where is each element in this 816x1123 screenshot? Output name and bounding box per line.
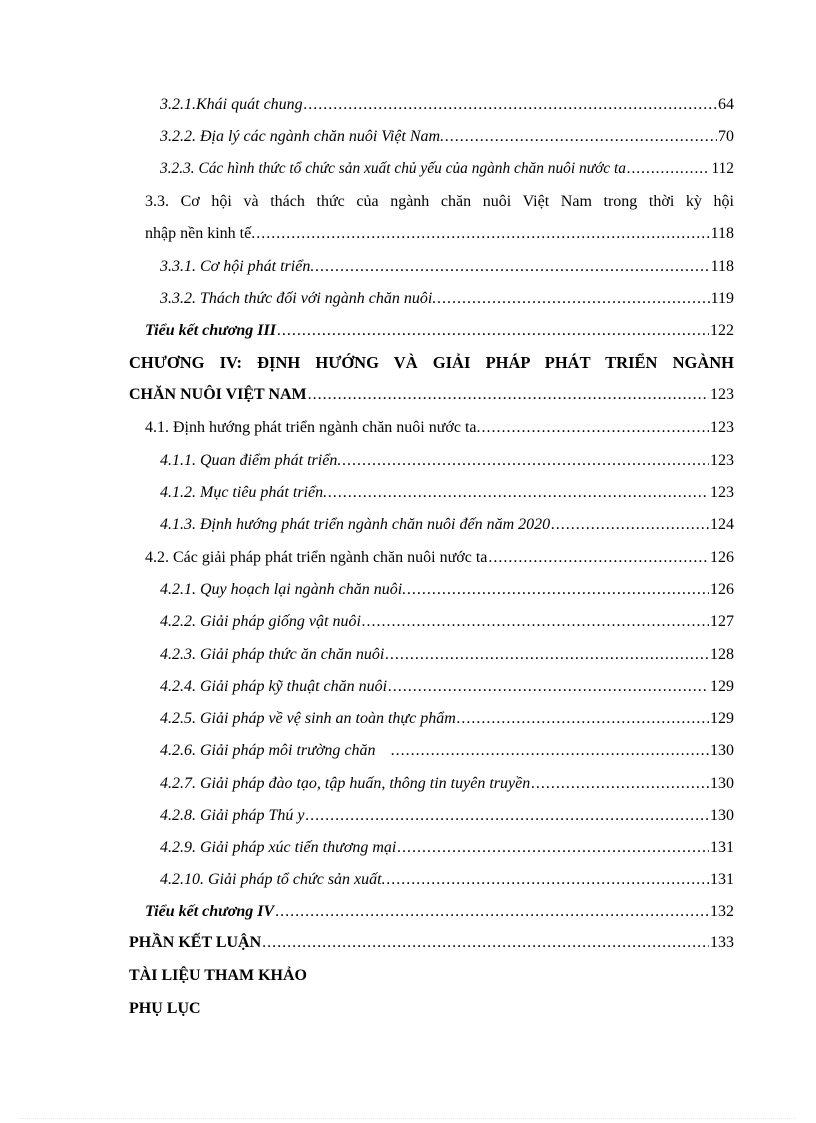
- toc-entry[interactable]: [160, 640, 734, 670]
- toc-entry-title: 4.2.1. Quy hoạch lại ngành chăn nuôi.: [160, 581, 407, 598]
- leader-dots: [457, 704, 709, 734]
- toc-entry-page: 112: [711, 160, 734, 177]
- toc-entry-page: 126: [710, 549, 734, 566]
- leader-dots: [387, 865, 709, 895]
- page-bottom-divider: [20, 1118, 796, 1119]
- toc-entry-title: 4.1.2. Mục tiêu phát triển.: [160, 484, 328, 501]
- toc-entry[interactable]: [129, 380, 734, 410]
- leader-dots: [315, 252, 709, 282]
- toc-entry-title: 3.3.2. Thách thức đối với ngành chăn nuôi.: [160, 290, 437, 307]
- leader-dots: [308, 380, 709, 410]
- toc-entry-title: 4.2. Các giải pháp phát triển ngành chăn nuôi nước ta: [145, 549, 488, 566]
- toc-entry[interactable]: [145, 413, 734, 443]
- toc-entry-page: 118: [710, 225, 734, 242]
- leader-dots: [488, 543, 709, 573]
- toc-entry-title: 3.2.1.Khái quát chung: [160, 96, 303, 113]
- toc-entry-page: 123: [710, 386, 734, 403]
- leader-dots: [388, 672, 709, 702]
- toc-entry-title: 4.2.4. Giải pháp kỹ thuật chăn nuôi: [160, 678, 388, 695]
- toc-entry[interactable]: [160, 607, 734, 637]
- leader-dots: [385, 640, 709, 670]
- leader-dots: [437, 284, 709, 314]
- toc-entry-title: nhập nền kinh tế.: [145, 225, 256, 242]
- toc-entry[interactable]: [160, 769, 734, 799]
- toc-entry-title: 4.1. Định hướng phát triển ngành chăn nuôi nước ta.: [145, 419, 481, 436]
- toc-entry-page: 133: [710, 934, 734, 951]
- toc-entry-page: 70: [718, 128, 734, 145]
- toc-entry-page: 118: [710, 258, 734, 275]
- toc-entry[interactable]: [145, 897, 734, 927]
- toc-entry[interactable]: [160, 284, 734, 314]
- leader-dots: [262, 928, 709, 958]
- toc-entry[interactable]: [160, 510, 734, 540]
- chapter-title-line1[interactable]: CHƯƠNG IV: ĐỊNH HƯỚNG VÀ GIẢI PHÁP PHÁT TRIỂN NGÀNH: [129, 353, 734, 372]
- toc-entry[interactable]: [160, 865, 734, 895]
- toc-entry[interactable]: [160, 478, 734, 508]
- toc-entry-title: 4.2.5. Giải pháp về vệ sinh an toàn thực phẩm: [160, 710, 456, 727]
- toc-entry-references[interactable]: TÀI LIỆU THAM KHẢO: [129, 967, 307, 984]
- leader-dots: [391, 736, 709, 766]
- toc-entry-title: 3.2.3. Các hình thức tổ chức sản xuất chủ yếu của ngành chăn nuôi nước ta: [160, 160, 626, 177]
- toc-entry-title: Tiểu kết chương III: [145, 322, 276, 339]
- toc-entry[interactable]: [160, 833, 734, 863]
- toc-entry-page: 132: [710, 903, 734, 920]
- leader-dots: [551, 510, 709, 540]
- toc-entry[interactable]: [129, 928, 734, 958]
- toc-entry-title: 4.2.8. Giải pháp Thú y: [160, 807, 305, 824]
- toc-entry-page: 131: [710, 871, 734, 888]
- leader-dots: [445, 122, 717, 152]
- toc-entry-title: 3.2.2. Địa lý các ngành chăn nuôi Việt Nam.: [160, 128, 445, 145]
- toc-entry-page: 127: [710, 613, 734, 630]
- leader-dots: [531, 769, 709, 799]
- toc-entry-page: 126: [710, 581, 734, 598]
- toc-entry-title: CHĂN NUÔI VIỆT NAM: [129, 386, 307, 403]
- toc-entry-page: 128: [710, 646, 734, 663]
- toc-entry-page: 123: [710, 452, 734, 469]
- toc-entry[interactable]: [145, 543, 734, 573]
- leader-dots: [328, 478, 709, 508]
- toc-entry-page: 124: [710, 516, 734, 533]
- toc-entry-page: 123: [710, 484, 734, 501]
- leader-dots: [305, 801, 709, 831]
- toc-entry-title-line1[interactable]: 3.3. Cơ hội và thách thức của ngành chăn nuôi Việt Nam trong thời kỳ hội: [145, 193, 734, 210]
- toc-entry-title: 4.2.7. Giải pháp đào tạo, tập huấn, thông tin tuyên truyền: [160, 775, 531, 792]
- toc-entry-page: 123: [710, 419, 734, 436]
- leader-dots: [275, 897, 709, 927]
- leader-dots: [277, 316, 709, 346]
- toc-entry[interactable]: [160, 575, 734, 605]
- toc-entry-title: 4.1.3. Định hướng phát triển ngành chăn nuôi đến năm 2020: [160, 516, 551, 533]
- toc-entry[interactable]: [160, 801, 734, 831]
- leader-dots: [397, 833, 709, 863]
- toc-entry[interactable]: [160, 704, 734, 734]
- toc-entry[interactable]: [160, 122, 734, 152]
- toc-entry-title: Tiểu kết chương IV: [145, 903, 275, 920]
- toc-entry-page: 130: [710, 742, 734, 759]
- leader-dots: [627, 154, 711, 184]
- leader-dots: [362, 607, 709, 637]
- toc-entry[interactable]: [145, 219, 734, 249]
- toc-entry-title: 4.2.3. Giải pháp thức ăn chăn nuôi: [160, 646, 385, 663]
- toc-entry[interactable]: [160, 154, 734, 184]
- toc-entry-title: 4.2.10. Giải pháp tổ chức sản xuất.: [160, 871, 386, 888]
- leader-dots: [256, 219, 709, 249]
- leader-dots: [304, 90, 717, 120]
- toc-entry-title: 4.1.1. Quan điểm phát triển.: [160, 452, 342, 469]
- toc-entry-title: 3.3.1. Cơ hội phát triển.: [160, 258, 315, 275]
- toc-entry-page: 129: [710, 710, 734, 727]
- leader-dots: [342, 446, 709, 476]
- toc-entry[interactable]: [160, 252, 734, 282]
- leader-dots: [482, 413, 709, 443]
- leader-dots: [407, 575, 709, 605]
- toc-entry-page: 64: [718, 96, 734, 113]
- toc-entry[interactable]: [145, 316, 734, 346]
- toc-entry[interactable]: [160, 446, 734, 476]
- toc-entry-title: 4.2.6. Giải pháp môi trường chăn: [160, 742, 376, 759]
- toc-entry-title: PHẦN KẾT LUẬN: [129, 934, 262, 951]
- toc-entry[interactable]: [160, 736, 734, 766]
- toc-entry-page: 122: [710, 322, 734, 339]
- toc-entry-page: 130: [710, 807, 734, 824]
- toc-entry-title: 4.2.2. Giải pháp giống vật nuôi: [160, 613, 361, 630]
- toc-entry-page: 119: [710, 290, 734, 307]
- toc-entry-page: 130: [710, 775, 734, 792]
- toc-entry-page: 129: [710, 678, 734, 695]
- toc-entry-appendix[interactable]: PHỤ LỤC: [129, 1000, 201, 1017]
- toc-entry-title: 4.2.9. Giải pháp xúc tiến thương mại: [160, 839, 397, 856]
- toc-entry-page: 131: [710, 839, 734, 856]
- toc-entry[interactable]: [160, 90, 734, 120]
- toc-entry[interactable]: [160, 672, 734, 702]
